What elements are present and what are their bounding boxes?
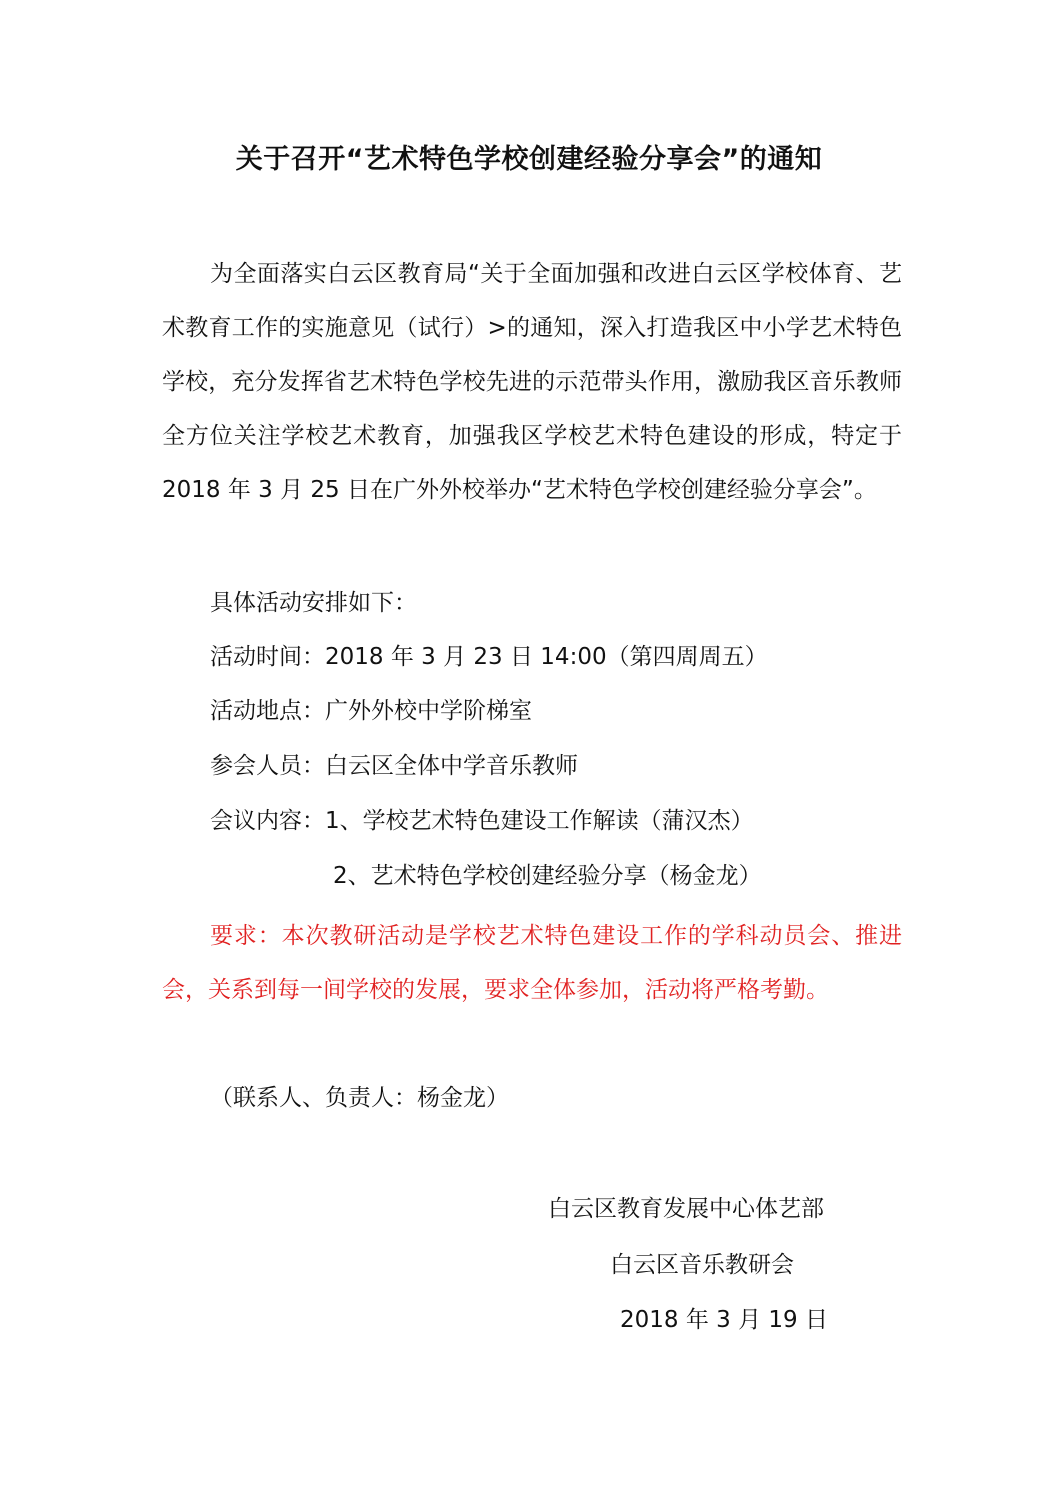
activity-time: 活动时间：2018 年 3 月 23 日 14:00（第四周周五）	[210, 644, 768, 670]
signature-org-1: 白云区教育发展中心体艺部	[548, 1196, 824, 1222]
schedule-heading: 具体活动安排如下：	[210, 590, 417, 616]
document-title: 关于召开“艺术特色学校创建经验分享会”的通知	[235, 144, 823, 175]
requirement-paragraph: 要求：本次教研活动是学校艺术特色建设工作的学科动员会、推进会，关系到每一间学校的发展，要求全体参加，活动将严格考勤。	[162, 923, 902, 1003]
meeting-content-2: 2、艺术特色学校创建经验分享（杨金龙）	[333, 863, 762, 889]
signature-org-2: 白云区音乐教研会	[610, 1252, 794, 1278]
attendees: 参会人员：白云区全体中学音乐教师	[210, 753, 578, 779]
intro-paragraph: 为全面落实白云区教育局“关于全面加强和改进白云区学校体育、艺术教育工作的实施意见（试行）>的通知，深入打造我区中小学艺术特色学校，充分发挥省艺术特色学校先进的示范带头作用，激励我区音乐教师全方位关注学校艺术教育，加强我区学校艺术特色建设的形成，特定于 2018 年 3 月 25 日在广外外校举办“艺术特色学校创建经验分享会”。	[162, 261, 902, 503]
contact-line: （联系人、负责人：杨金龙）	[210, 1085, 509, 1111]
signature-date: 2018 年 3 月 19 日	[620, 1307, 828, 1333]
meeting-content-1: 会议内容：1、学校艺术特色建设工作解读（蒲汉杰）	[210, 808, 754, 834]
activity-place: 活动地点：广外外校中学阶梯室	[210, 698, 532, 724]
